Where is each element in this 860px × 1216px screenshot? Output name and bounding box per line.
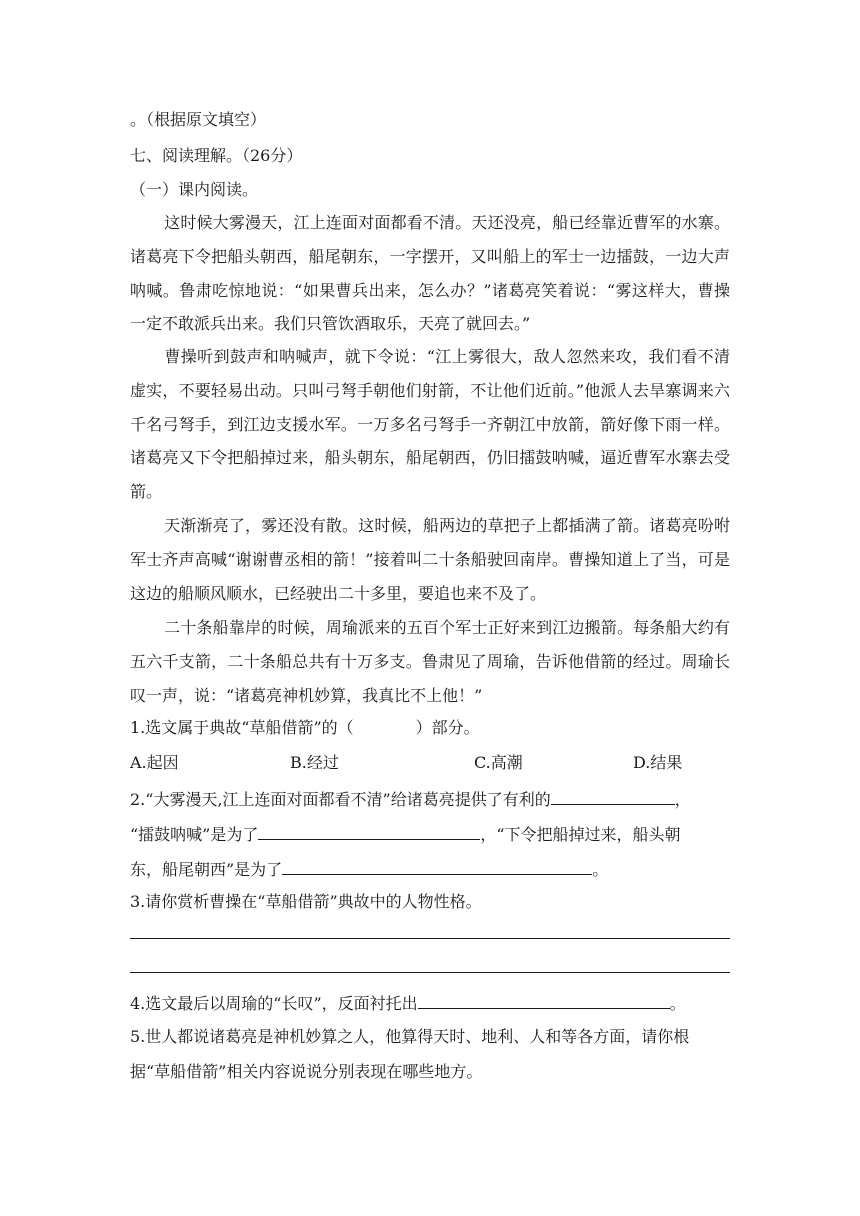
question-2-line-3: 东，船尾朝西”是为了 。 bbox=[130, 857, 608, 881]
question-5-line-1: 5.世人都说诸葛亮是神机妙算之人，他算得天时、地利、人和等各方面，请你根 bbox=[130, 1027, 690, 1046]
option-a[interactable]: A.起因 bbox=[130, 753, 179, 772]
question-4-stem: 4.选文最后以周瑜的“长叹”，反面衬托出 。 bbox=[130, 991, 686, 1015]
question-5-line-2: 据“草船借箭”相关内容说说分别表现在哪些地方。 bbox=[130, 1062, 483, 1081]
section-title: 七、阅读理解。（26分） bbox=[130, 146, 303, 165]
question-1-stem: 1.选文属于典故“草船借箭”的（ ）部分。 bbox=[130, 718, 480, 737]
fill-note: 。（根据原文填空） bbox=[130, 110, 267, 129]
option-d[interactable]: D.结果 bbox=[633, 753, 683, 772]
option-c[interactable]: C.高潮 bbox=[474, 753, 523, 772]
passage-paragraph-1: 这时候大雾漫天，江上连面对面都看不清。天还没亮，船已经靠近曹军的水寨。诸葛亮下令把船头朝西，船尾朝东，一字摆开，又叫船上的军士一边擂鼓，一边大声呐喊。鲁肃吃惊地说：“如果曹兵出来，怎么办？”诸葛亮笑着说：“雾这样大，曹操一定不敢派兵出来。我们只管饮酒取乐，天亮了就回去。” bbox=[130, 213, 730, 334]
question-3-answer-line-2[interactable] bbox=[130, 972, 730, 973]
question-2-line-1: 2.“大雾漫天,江上连面对面都看不清”给诸葛亮提供了有利的 ， bbox=[130, 787, 691, 811]
passage-paragraph-4: 二十条船靠岸的时候，周瑜派来的五百个军士正好来到江边搬箭。每条船大约有五六千支箭，二十条船总共有十万多支。鲁肃见了周瑜，告诉他借箭的经过。周瑜长叹一声，说：“诸葛亮神机妙算，我真比不上他！” bbox=[130, 618, 730, 705]
passage-paragraph-3: 天渐渐亮了，雾还没有散。这时候，船两边的草把子上都插满了箭。诸葛亮吩咐军士齐声高喊“谢谢曹丞相的箭！”接着叫二十条船驶回南岸。曹操知道上了当，可是这边的船顺风顺水，已经驶出二十多里，要追也来不及了。 bbox=[130, 516, 730, 603]
question-2-blank-3[interactable] bbox=[282, 857, 592, 875]
sub-title: （一）课内阅读。 bbox=[130, 180, 259, 199]
option-b[interactable]: B.经过 bbox=[290, 753, 339, 772]
question-2-blank-2[interactable] bbox=[258, 822, 480, 840]
question-2-line-2: “擂鼓呐喊”是为了 ，“下令把船掉过来，船头朝 bbox=[130, 822, 681, 846]
question-3-answer-line-1[interactable] bbox=[130, 938, 730, 939]
question-4-blank[interactable] bbox=[418, 991, 670, 1009]
passage-paragraph-2: 曹操听到鼓声和呐喊声，就下令说：“江上雾很大，敌人忽然来攻，我们看不清虚实，不要轻易出动。只叫弓弩手朝他们射箭，不让他们近前。”他派人去旱寨调来六千名弓弩手，到江边支援水军。一万多名弓弩手一齐朝江中放箭，箭好像下雨一样。诸葛亮又下令把船掉过来，船头朝东，船尾朝西，仍旧擂鼓呐喊，逼近曹军水寨去受箭。 bbox=[130, 347, 730, 502]
question-2-blank-1[interactable] bbox=[551, 787, 675, 805]
question-3-stem: 3.请你赏析曹操在“草船借箭”典故中的人物性格。 bbox=[130, 892, 482, 911]
